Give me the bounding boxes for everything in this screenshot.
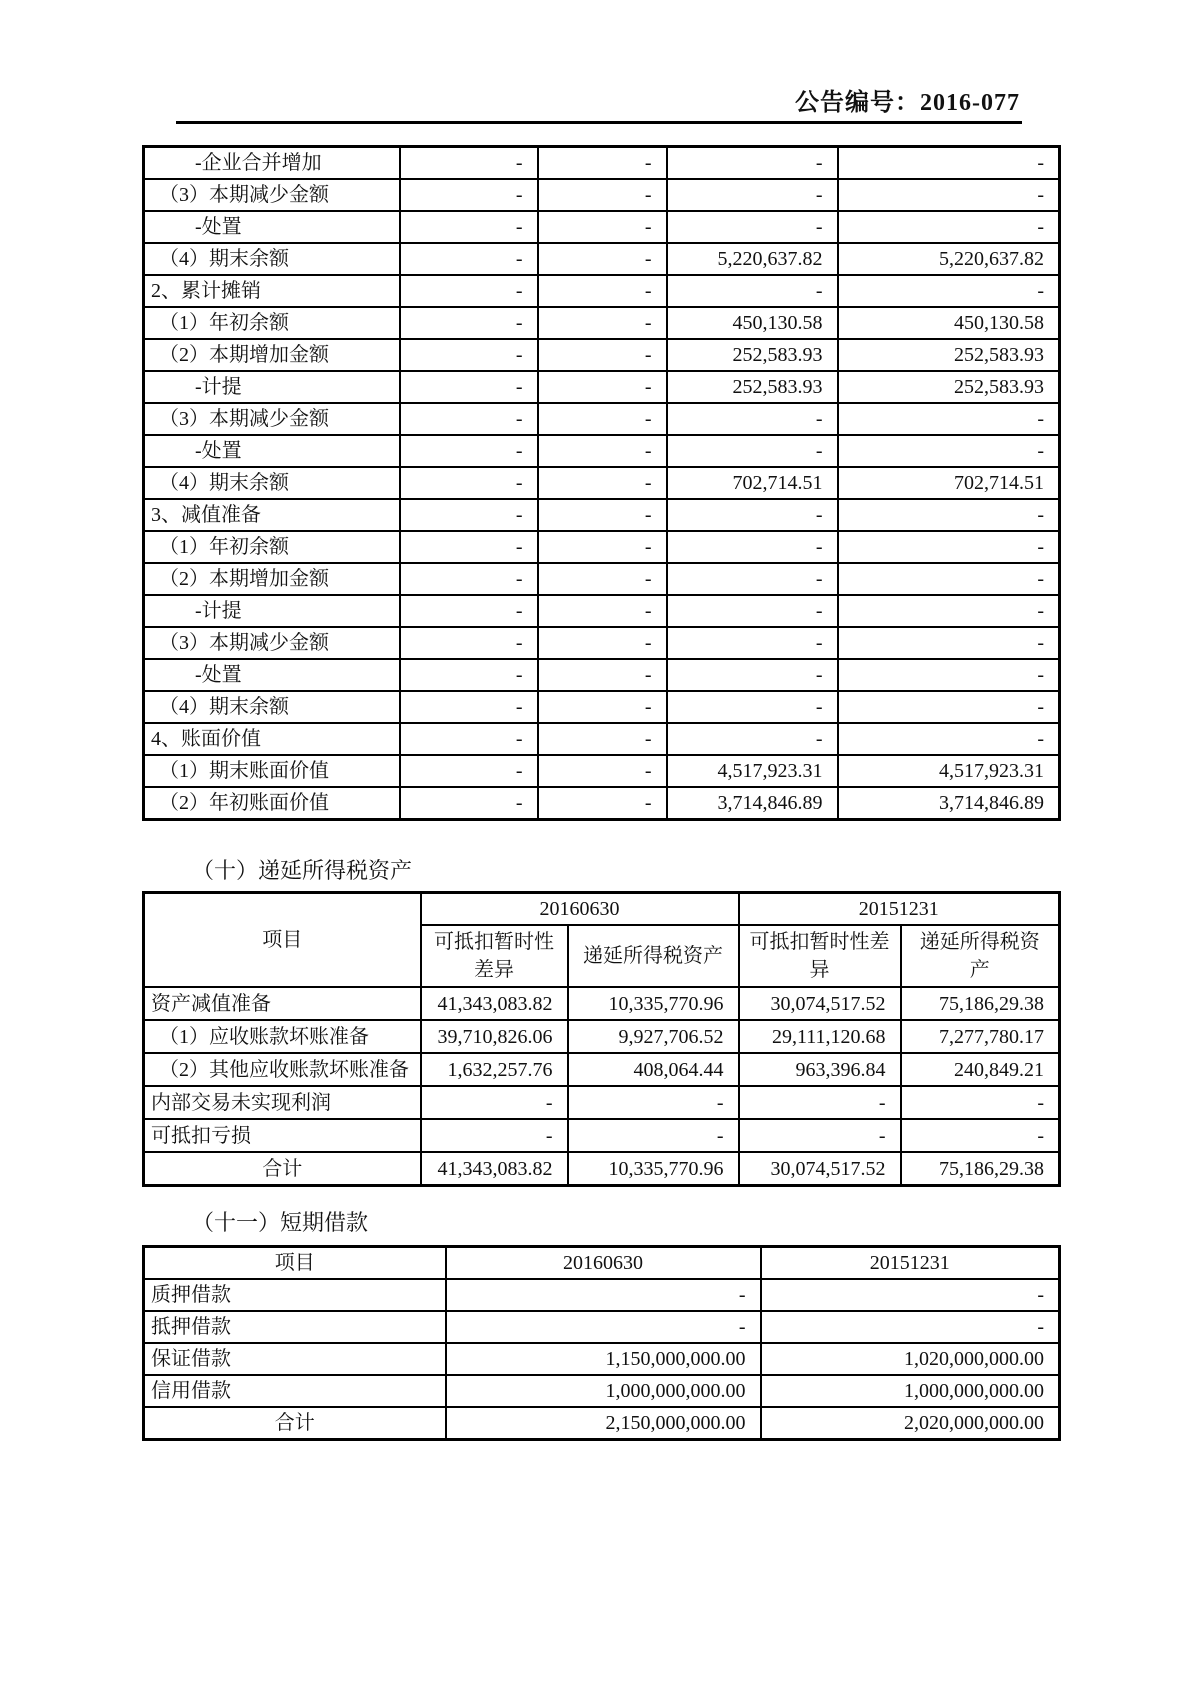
cell-value: 75,186,29.38 bbox=[901, 1152, 1060, 1186]
cell-value: - bbox=[739, 1086, 901, 1119]
loans-table-body bbox=[144, 1279, 1060, 1440]
column-header-period-20160630: 20160630 bbox=[446, 1247, 761, 1280]
row-label: 抵押借款 bbox=[144, 1311, 446, 1343]
cell-value: - bbox=[400, 307, 538, 339]
cell-value: 29,111,120.68 bbox=[739, 1020, 901, 1053]
cell-value: 252,583.93 bbox=[667, 339, 838, 371]
cell-value: - bbox=[667, 403, 838, 435]
row-label: （4）期末余额 bbox=[144, 243, 400, 275]
cell-value: 39,710,826.06 bbox=[421, 1020, 568, 1053]
table-row bbox=[144, 1152, 1060, 1186]
table-row bbox=[144, 467, 1060, 499]
row-label: （3）本期减少金额 bbox=[144, 179, 400, 211]
cell-value: - bbox=[838, 435, 1060, 467]
cell-value: - bbox=[400, 147, 538, 180]
cell-value: - bbox=[838, 627, 1060, 659]
cell-value: - bbox=[400, 243, 538, 275]
cell-value: 3,714,846.89 bbox=[667, 787, 838, 820]
table-row bbox=[144, 179, 1060, 211]
cell-value: - bbox=[538, 339, 667, 371]
row-label: （3）本期减少金额 bbox=[144, 403, 400, 435]
deferred-tax-table-header bbox=[144, 893, 1060, 988]
row-label: -计提 bbox=[144, 371, 400, 403]
table-row bbox=[144, 1279, 1060, 1311]
table-row bbox=[144, 1343, 1060, 1375]
table-row bbox=[144, 659, 1060, 691]
row-label: （4）期末余额 bbox=[144, 691, 400, 723]
row-label: 合计 bbox=[144, 1152, 421, 1186]
cell-value: - bbox=[667, 531, 838, 563]
table-row bbox=[144, 147, 1060, 180]
cell-value: 4,517,923.31 bbox=[838, 755, 1060, 787]
cell-value: 1,000,000,000.00 bbox=[761, 1375, 1060, 1407]
cell-value: - bbox=[667, 627, 838, 659]
cell-value: - bbox=[400, 179, 538, 211]
cell-value: 1,632,257.76 bbox=[421, 1053, 568, 1086]
loans-table-header bbox=[144, 1247, 1060, 1280]
row-label: （4）期末余额 bbox=[144, 467, 400, 499]
cell-value: - bbox=[838, 275, 1060, 307]
cell-value: 450,130.58 bbox=[838, 307, 1060, 339]
cell-value: - bbox=[400, 211, 538, 243]
column-header-item: 项目 bbox=[144, 893, 421, 988]
announcement-number: 公告编号：2016-077 bbox=[795, 90, 1020, 116]
column-header-item: 项目 bbox=[144, 1247, 446, 1280]
table-row bbox=[144, 563, 1060, 595]
row-label: 合计 bbox=[144, 1407, 446, 1440]
cell-value: - bbox=[538, 595, 667, 627]
cell-value: - bbox=[400, 403, 538, 435]
cell-value: - bbox=[838, 563, 1060, 595]
cell-value: - bbox=[667, 691, 838, 723]
deferred-tax-table bbox=[142, 891, 1061, 1187]
cell-value: - bbox=[901, 1119, 1060, 1152]
table-row bbox=[144, 1119, 1060, 1152]
row-label: 2、累计摊销 bbox=[144, 275, 400, 307]
row-label: -计提 bbox=[144, 595, 400, 627]
table-row bbox=[144, 1020, 1060, 1053]
table-row bbox=[144, 595, 1060, 627]
table-row bbox=[144, 243, 1060, 275]
row-label: 质押借款 bbox=[144, 1279, 446, 1311]
table-row bbox=[144, 339, 1060, 371]
row-label: -处置 bbox=[144, 435, 400, 467]
cell-value: - bbox=[667, 435, 838, 467]
cell-value: - bbox=[538, 147, 667, 180]
cell-value: - bbox=[538, 499, 667, 531]
cell-value: - bbox=[667, 723, 838, 755]
header-divider bbox=[176, 121, 1022, 124]
cell-value: 10,335,770.96 bbox=[568, 1152, 739, 1186]
cell-value: - bbox=[838, 403, 1060, 435]
row-label: 3、减值准备 bbox=[144, 499, 400, 531]
section-title-deferred-tax: （十）递延所得税资产 bbox=[192, 858, 413, 883]
cell-value: - bbox=[538, 467, 667, 499]
cell-value: 1,150,000,000.00 bbox=[446, 1343, 761, 1375]
cell-value: - bbox=[838, 723, 1060, 755]
cell-value: - bbox=[667, 659, 838, 691]
cell-value: 702,714.51 bbox=[667, 467, 838, 499]
row-label: （2）本期增加金额 bbox=[144, 563, 400, 595]
cell-value: - bbox=[400, 435, 538, 467]
table-row bbox=[144, 1086, 1060, 1119]
cell-value: - bbox=[400, 787, 538, 820]
short-term-loans-table bbox=[142, 1245, 1061, 1441]
row-label: 内部交易未实现利润 bbox=[144, 1086, 421, 1119]
cell-value: - bbox=[838, 211, 1060, 243]
cell-value: - bbox=[400, 339, 538, 371]
table-row bbox=[144, 1407, 1060, 1440]
cell-value: 252,583.93 bbox=[838, 339, 1060, 371]
cell-value: - bbox=[761, 1311, 1060, 1343]
row-label: 4、账面价值 bbox=[144, 723, 400, 755]
cell-value: - bbox=[421, 1086, 568, 1119]
table-row bbox=[144, 499, 1060, 531]
cell-value: - bbox=[538, 659, 667, 691]
cell-value: - bbox=[538, 563, 667, 595]
row-label: （2）年初账面价值 bbox=[144, 787, 400, 820]
cell-value: - bbox=[838, 659, 1060, 691]
row-label: 资产减值准备 bbox=[144, 987, 421, 1020]
cell-value: - bbox=[400, 691, 538, 723]
row-label: （1）年初余额 bbox=[144, 531, 400, 563]
cell-value: - bbox=[667, 499, 838, 531]
table-row bbox=[144, 307, 1060, 339]
row-label: （1）应收账款坏账准备 bbox=[144, 1020, 421, 1053]
column-header-period-20160630: 20160630 bbox=[421, 893, 739, 926]
cell-value: 4,517,923.31 bbox=[667, 755, 838, 787]
cell-value: - bbox=[538, 307, 667, 339]
table-row bbox=[144, 691, 1060, 723]
cell-value: 252,583.93 bbox=[667, 371, 838, 403]
table-row bbox=[144, 755, 1060, 787]
cell-value: - bbox=[538, 275, 667, 307]
cell-value: - bbox=[667, 563, 838, 595]
cell-value: - bbox=[568, 1119, 739, 1152]
row-label: 可抵扣亏损 bbox=[144, 1119, 421, 1152]
cell-value: - bbox=[400, 723, 538, 755]
cell-value: 702,714.51 bbox=[838, 467, 1060, 499]
cell-value: - bbox=[761, 1279, 1060, 1311]
cell-value: - bbox=[667, 147, 838, 180]
cell-value: - bbox=[838, 179, 1060, 211]
cell-value: 2,020,000,000.00 bbox=[761, 1407, 1060, 1440]
cell-value: - bbox=[400, 531, 538, 563]
table-row bbox=[144, 1311, 1060, 1343]
row-label: （2）本期增加金额 bbox=[144, 339, 400, 371]
cell-value: 963,396.84 bbox=[739, 1053, 901, 1086]
cell-value: - bbox=[838, 147, 1060, 180]
column-header-deferred-tax-asset: 递延所得税资产 bbox=[901, 925, 1060, 987]
cell-value: 450,130.58 bbox=[667, 307, 838, 339]
row-label: 信用借款 bbox=[144, 1375, 446, 1407]
cell-value: - bbox=[538, 787, 667, 820]
cell-value: - bbox=[538, 723, 667, 755]
cell-value: - bbox=[667, 275, 838, 307]
cell-value: 75,186,29.38 bbox=[901, 987, 1060, 1020]
cell-value: - bbox=[838, 691, 1060, 723]
cell-value: - bbox=[446, 1311, 761, 1343]
cell-value: 10,335,770.96 bbox=[568, 987, 739, 1020]
column-header-deferred-tax-asset: 递延所得税资产 bbox=[568, 925, 739, 987]
table-row bbox=[144, 211, 1060, 243]
cell-value: - bbox=[838, 499, 1060, 531]
cell-value: - bbox=[667, 179, 838, 211]
cell-value: - bbox=[538, 179, 667, 211]
cell-value: - bbox=[667, 595, 838, 627]
column-header-deductible-difference: 可抵扣暂时性差异 bbox=[421, 925, 568, 987]
cell-value: - bbox=[538, 435, 667, 467]
column-header-deductible-difference: 可抵扣暂时性差异 bbox=[739, 925, 901, 987]
column-header-period-20151231: 20151231 bbox=[739, 893, 1060, 926]
cell-value: - bbox=[400, 627, 538, 659]
row-label: -企业合并增加 bbox=[144, 147, 400, 180]
table-row bbox=[144, 275, 1060, 307]
cell-value: 1,020,000,000.00 bbox=[761, 1343, 1060, 1375]
table-row bbox=[144, 531, 1060, 563]
cell-value: - bbox=[400, 275, 538, 307]
cell-value: 240,849.21 bbox=[901, 1053, 1060, 1086]
cell-value: 1,000,000,000.00 bbox=[446, 1375, 761, 1407]
deferred-tax-table-body bbox=[144, 987, 1060, 1186]
cell-value: - bbox=[400, 499, 538, 531]
table-row bbox=[144, 1375, 1060, 1407]
table-row bbox=[144, 403, 1060, 435]
table-row bbox=[144, 1053, 1060, 1086]
row-label: -处置 bbox=[144, 659, 400, 691]
row-label: （2）其他应收账款坏账准备 bbox=[144, 1053, 421, 1086]
cell-value: - bbox=[568, 1086, 739, 1119]
cell-value: 5,220,637.82 bbox=[838, 243, 1060, 275]
table-row bbox=[144, 627, 1060, 659]
cell-value: - bbox=[538, 531, 667, 563]
cell-value: - bbox=[538, 243, 667, 275]
cell-value: - bbox=[838, 531, 1060, 563]
row-label: -处置 bbox=[144, 211, 400, 243]
cell-value: - bbox=[400, 659, 538, 691]
cell-value: - bbox=[400, 595, 538, 627]
cell-value: - bbox=[538, 627, 667, 659]
cell-value: - bbox=[421, 1119, 568, 1152]
column-header-period-20151231: 20151231 bbox=[761, 1247, 1060, 1280]
row-label: （1）年初余额 bbox=[144, 307, 400, 339]
cell-value: 41,343,083.82 bbox=[421, 987, 568, 1020]
cell-value: - bbox=[400, 467, 538, 499]
row-label: 保证借款 bbox=[144, 1343, 446, 1375]
cell-value: - bbox=[400, 371, 538, 403]
table-header-row bbox=[144, 893, 1060, 926]
cell-value: - bbox=[446, 1279, 761, 1311]
cell-value: - bbox=[538, 691, 667, 723]
table-row bbox=[144, 787, 1060, 820]
cell-value: 5,220,637.82 bbox=[667, 243, 838, 275]
cell-value: - bbox=[838, 595, 1060, 627]
cell-value: 9,927,706.52 bbox=[568, 1020, 739, 1053]
cell-value: 3,714,846.89 bbox=[838, 787, 1060, 820]
cell-value: - bbox=[400, 755, 538, 787]
cell-value: 41,343,083.82 bbox=[421, 1152, 568, 1186]
cell-value: 7,277,780.17 bbox=[901, 1020, 1060, 1053]
table-header-row bbox=[144, 1247, 1060, 1280]
cell-value: - bbox=[538, 403, 667, 435]
cell-value: - bbox=[667, 211, 838, 243]
table-row bbox=[144, 435, 1060, 467]
row-label: （3）本期减少金额 bbox=[144, 627, 400, 659]
cell-value: 30,074,517.52 bbox=[739, 987, 901, 1020]
amortization-table-body bbox=[144, 147, 1060, 820]
cell-value: - bbox=[739, 1119, 901, 1152]
section-title-short-term-loans: （十一）短期借款 bbox=[192, 1210, 369, 1235]
cell-value: - bbox=[538, 211, 667, 243]
row-label: （1）期末账面价值 bbox=[144, 755, 400, 787]
cell-value: - bbox=[901, 1086, 1060, 1119]
cell-value: - bbox=[538, 755, 667, 787]
cell-value: - bbox=[538, 371, 667, 403]
table-row bbox=[144, 723, 1060, 755]
cell-value: - bbox=[400, 563, 538, 595]
cell-value: 252,583.93 bbox=[838, 371, 1060, 403]
cell-value: 408,064.44 bbox=[568, 1053, 739, 1086]
intangible-amortization-table bbox=[142, 145, 1061, 821]
cell-value: 30,074,517.52 bbox=[739, 1152, 901, 1186]
table-row bbox=[144, 371, 1060, 403]
cell-value: 2,150,000,000.00 bbox=[446, 1407, 761, 1440]
table-row bbox=[144, 987, 1060, 1020]
